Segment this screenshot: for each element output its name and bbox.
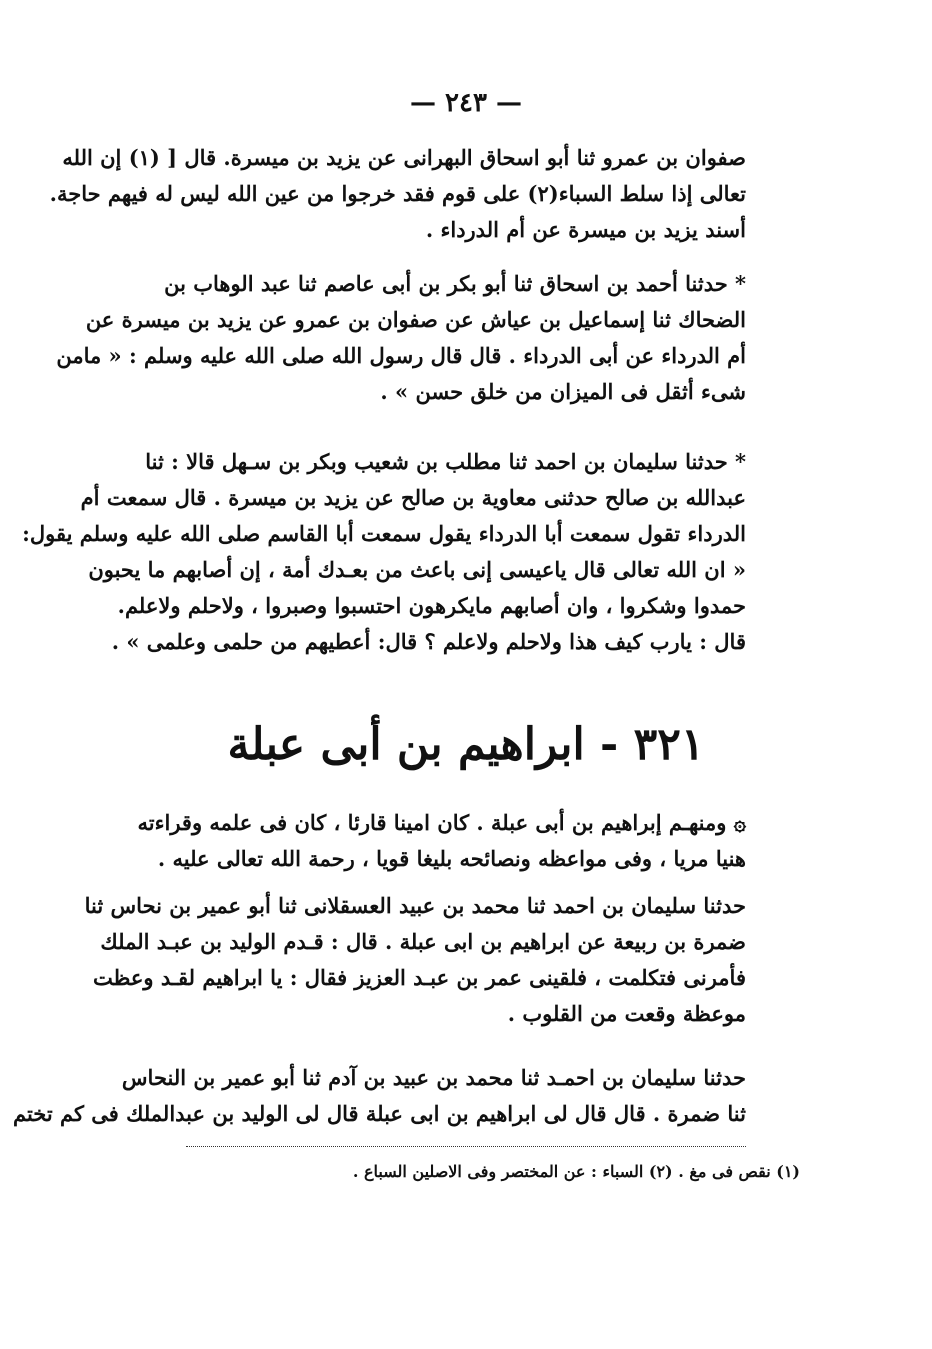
text-line: * حدثنا أحمد بن اسحاق ثنا أبو بكر بن أبى عاصم ثنا عبد الوهاب بن — [164, 271, 746, 296]
text-line: ۞ ومنهـم إبراهيم بن أبى عبلة . كان امينا قارئا ، كان فى علمه وقراءته — [137, 810, 746, 835]
text-line: الضحاك ثنا إسماعيل بن عياش عن صفوان بن عمرو عن يزيد بن ميسرة عن — [85, 307, 746, 332]
text-line: تعالى إذا سلط السباء(٢) على قوم فقد خرجوا من عين الله ليس له فيهم حاجة. — [49, 181, 746, 206]
text-line: صفوان بن عمرو ثنا أبو اسحاق البهرانى عن يزيد بن ميسرة. قال [ (١) إن الله — [62, 145, 746, 170]
text-line: فأمرنى فتكلمت ، فلقينى عمر بن عبـد العزيز فقال : يا ابراهيم لقـد وعظت — [93, 965, 746, 990]
footnote-divider — [186, 1146, 746, 1147]
text-line: أم الدرداء عن أبى الدرداء . قال قال رسول الله صلى الله عليه وسلم : « مامن — [56, 343, 746, 368]
text-line: الدرداء تقول سمعت أبا الدرداء يقول سمعت أبا القاسم صلى الله عليه وسلم يقول: — [22, 521, 746, 546]
text-line: ثنا ضمرة . قال قال لى ابراهيم بن ابى عبلة قال لى الوليد بن عبدالملك فى كم تختم — [12, 1101, 746, 1126]
paragraph-2 — [56, 266, 746, 410]
page-number: — ٢٤٣ — — [409, 88, 523, 118]
text-line: شىء أثقل فى الميزان من خلق حسن » . — [380, 379, 746, 404]
text-line: حمدوا وشكروا ، وان أصابهم مايكرهون احتسبوا وصبروا ، ولاحلم ولاعلم. — [117, 593, 746, 618]
text-line: ضمرة بن ربيعة عن ابراهيم بن ابى عبلة . قال : قـدم الوليد بن عبـد الملك — [100, 929, 746, 954]
text-line: * حدثنا سليمان بن احمد ثنا مطلب بن شعيب وبكر بن سـهل قالا : ثنا — [145, 449, 746, 474]
paragraph-3 — [22, 444, 746, 660]
paragraph-1 — [49, 140, 746, 248]
text-line: حدثنا سليمان بن احمـد ثنا محمد بن عبيد بن آدم ثنا أبو عمير بن النحاس — [121, 1065, 746, 1090]
text-line: أسند يزيد بن ميسرة عن أم الدرداء . — [425, 217, 746, 242]
text-line: عبدالله بن صالح حدثنى معاوية بن صالح عن يزيد بن ميسرة . قال سمعت أم — [80, 485, 746, 510]
text-line: « ان الله تعالى قال ياعيسى إنى باعث من بعـدك أمة ، إن أصابهم ما يحبون — [88, 557, 746, 582]
text-line: حدثنا سليمان بن احمد ثنا محمد بن عبيد العسقلانى ثنا أبو عمير بن نحاس ثنا — [84, 893, 746, 918]
section-paragraph-2 — [84, 888, 746, 1032]
section-paragraph-1 — [137, 805, 746, 877]
section-heading: ٣٢١ - ابراهيم بن أبى عبلة — [227, 719, 705, 770]
footnotes: (١) نقص فى مغ . (٢) السباء : عن المختصر وفى الاصلين السباع . — [352, 1162, 800, 1181]
section-paragraph-3 — [12, 1060, 746, 1132]
text-line: هنيا مريا ، وفى مواعظه ونصائحه بليغا قويا ، رحمة الله تعالى عليه . — [157, 846, 746, 871]
text-line: موعظة وقعت من القلوب . — [507, 1001, 746, 1026]
text-line: قال : يارب كيف هذا ولاحلم ولاعلم ؟ قال: أعطيهم من حلمى وعلمى » . — [111, 629, 746, 654]
